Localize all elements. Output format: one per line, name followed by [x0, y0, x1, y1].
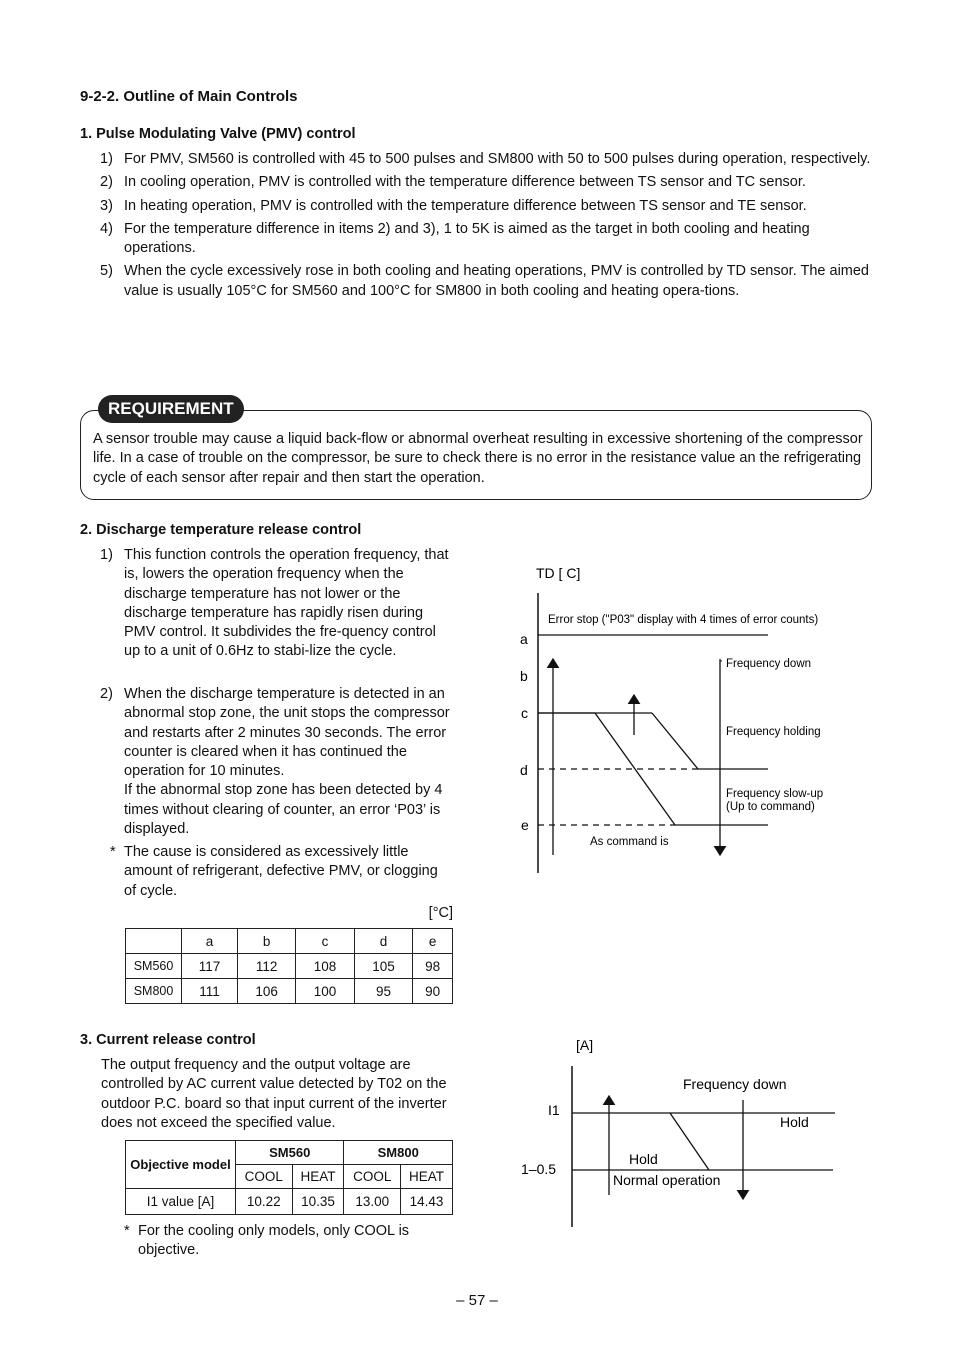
i1-label: I1: [548, 1102, 560, 1118]
note-text: The cause is considered as excessively little amount of refrigerant, defective PMV, or clogging of cycle.: [124, 844, 438, 899]
requirement-text: A sensor trouble may cause a liquid back-flow or abnormal overheat resulting in excessive shortening of the compressor life. In a case of trouble on the compressor, be sure to check there is no error in the resistance value an the refrigerating cycle of each sensor after repair and then start the operation.: [93, 431, 863, 486]
item-extra-text: If the abnormal stop zone has been detected by 4 times without clearing of counter, an error ‘P03’ is displayed.: [124, 782, 443, 838]
current-heading: 3. Current release control: [80, 1032, 256, 1048]
section-title: 9-2-2. Outline of Main Controls: [80, 88, 298, 105]
note-text: For the cooling only models, only COOL is objective.: [138, 1223, 410, 1259]
freq-holding-label: Frequency holding: [726, 726, 821, 738]
as-command-label: As command is: [590, 836, 669, 848]
td-diagram: [510, 555, 870, 885]
freq-slowup-sub-label: (Up to command): [726, 801, 815, 813]
discharge-table: [125, 928, 453, 1004]
current-note: [124, 1222, 454, 1261]
level-label-e: e: [521, 817, 529, 833]
note-mark: *: [124, 1223, 130, 1239]
list-item: 3) In heating operation, PMV is controlled with the temperature difference between TS sensor and TE sensor.: [100, 197, 807, 214]
page-number: – 57 –: [456, 1292, 498, 1309]
table-header-row: a b c d e: [126, 929, 453, 954]
current-table: [125, 1140, 453, 1215]
freq-slowup-label: Frequency slow-up: [726, 788, 824, 800]
note-mark: *: [110, 844, 116, 860]
table-row: SM800 111 106 100 95 90: [126, 979, 453, 1004]
requirement-tag: REQUIREMENT: [98, 395, 244, 423]
discharge-item-2: [100, 685, 455, 839]
table-row: I1 value [A] 10.22 10.35 13.00 14.43: [126, 1189, 453, 1215]
current-text: The output frequency and the output voltage are controlled by AC current value detected by T02 on the outdoor P.C. board so that input current of the inverter does not exceed the specified value.: [101, 1057, 447, 1131]
hold-left-label: Hold: [629, 1151, 658, 1167]
current-freq-down-label: Frequency down: [683, 1076, 787, 1092]
hold-right-label: Hold: [780, 1114, 809, 1130]
table-row: SM560 117 112 108 105 98: [126, 954, 453, 979]
list-item: 2) In cooling operation, PMV is controlled with the temperature difference between TS sensor and TC sensor.: [100, 174, 806, 191]
list-item: 4) For the temperature difference in items 2) and 3), 1 to 5K is aimed as the target in both cooling and heating operations.: [100, 220, 810, 257]
discharge-note: [110, 843, 450, 901]
item-text: When the discharge temperature is detected in an abnormal stop zone, the unit stops the compressor and restarts after 2 minutes 30 seconds. The error counter is cleared when it has continued the operation for 10 minutes.: [124, 686, 450, 780]
error-stop-label: Error stop ("P03" display with 4 times of error counts): [548, 614, 819, 626]
current-slope: [670, 1113, 709, 1170]
list-item: 5) When the cycle excessively rose in both cooling and heating operations, PMV is controlled by TD sensor. The aimed value is usually 105°C for SM560 and 100°C for SM800 in both cooling and heating opera-tions.: [100, 263, 870, 299]
freq-down-label: Frequency down: [726, 658, 812, 670]
current-diagram: [515, 1030, 845, 1230]
pmv-heading: 1. Pulse Modulating Valve (PMV) control: [80, 126, 356, 142]
level-label-c: c: [521, 705, 528, 721]
normal-operation-label: Normal operation: [613, 1172, 721, 1188]
table-unit: [°C]: [428, 905, 453, 921]
list-item: 1) For PMV, SM560 is controlled with 45 to 500 pulses and SM800 with 50 to 500 pulses during operation, respectively.: [100, 151, 871, 167]
level-label-a: a: [520, 631, 528, 647]
discharge-heading: 2. Discharge temperature release control: [80, 522, 362, 538]
item-number: 2): [100, 686, 113, 702]
table-header-row: Objective model SM560 SM800: [126, 1141, 453, 1165]
current-axis-label: [A]: [576, 1037, 594, 1053]
td-axis-label: TD [ C]: [536, 565, 581, 581]
table-subheader-row: COOL HEAT COOL HEAT: [126, 1165, 453, 1189]
low-level-label: 1–0.5: [521, 1161, 557, 1177]
item-text: This function controls the operation frequency, that is, lowers the operation frequency when the discharge temperature has not lower or the discharge temperature has rapidly risen during PMV control. It subdivides the fre-quency control up to a unit of 0.6Hz to stabi-lize the cycle.: [124, 547, 449, 660]
level-label-b: b: [520, 668, 528, 684]
level-label-d: d: [520, 762, 528, 778]
slope-upper: [652, 713, 698, 769]
discharge-item-1: [100, 546, 455, 662]
item-number: 1): [100, 547, 113, 563]
pmv-list: [80, 150, 875, 305]
